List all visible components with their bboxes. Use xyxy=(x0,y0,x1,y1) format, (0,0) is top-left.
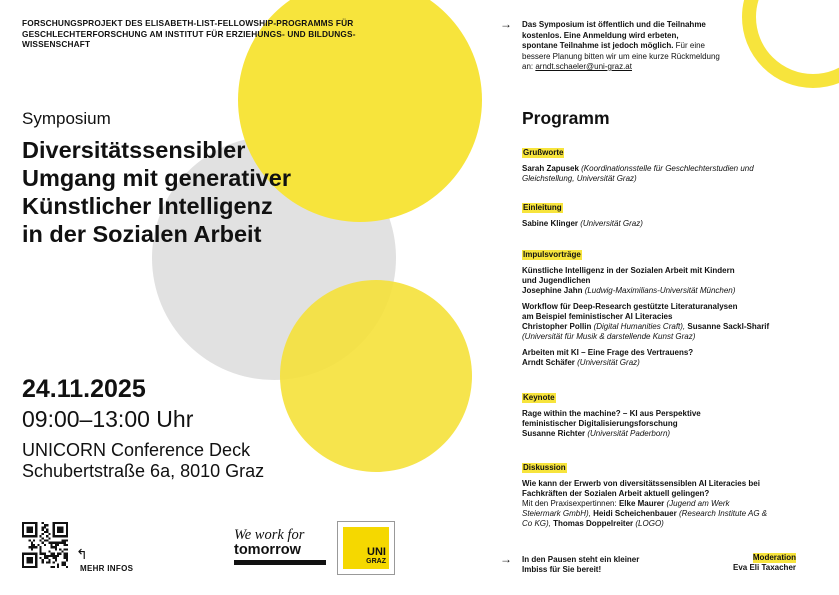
slogan-line: tomorrow xyxy=(234,542,301,558)
program-text: feministischer Digitalisierungsforschung xyxy=(522,419,678,428)
program-text: am Beispiel feministischer AI Literacies xyxy=(522,312,673,321)
program-text: Heidi Scheichenbauer xyxy=(590,509,677,518)
info-text: Für eine xyxy=(673,41,706,50)
note-line: Imbiss für Sie bereit! xyxy=(522,565,602,574)
program-text: Künstliche Intelligenz in der Sozialen Arbeit mit Kindern xyxy=(522,266,735,275)
program-line xyxy=(522,332,790,342)
program-line xyxy=(522,499,790,509)
event-date: 24.11.2025 xyxy=(22,375,146,403)
note-line: In den Pausen steht ein kleiner xyxy=(522,555,640,564)
program-line xyxy=(522,302,790,312)
more-info-label[interactable]: MEHR INFOS xyxy=(80,564,134,573)
yellow-circle-decoration-small xyxy=(280,280,472,472)
program-line xyxy=(522,219,790,229)
info-text: spontane Teilnahme ist jedoch möglich. xyxy=(522,41,674,50)
arrow-right-icon: → xyxy=(500,17,512,31)
project-line: GESCHLECHTERFORSCHUNG AM INSTITUT FÜR ERZIEHUNGS- UND BILDUNGS- xyxy=(22,28,356,39)
slogan-logo xyxy=(234,528,328,565)
program-line xyxy=(522,276,790,286)
program-line xyxy=(522,479,790,489)
info-line: kostenlos. Eine Anmeldung wird erbeten, xyxy=(522,30,679,40)
title-line: in der Sozialen Arbeit xyxy=(22,221,262,247)
info-line xyxy=(522,41,777,52)
program-text: Thomas Doppelreiter xyxy=(550,519,634,528)
program-text: Susanne Sackl-Sharif xyxy=(685,322,770,331)
program-item xyxy=(522,348,790,368)
program-text: (Universität Graz) xyxy=(574,358,640,367)
event-time: 09:00–13:00 Uhr xyxy=(22,406,194,432)
program-text: Christopher Pollin xyxy=(522,322,592,331)
title-line: Diversitätssensibler xyxy=(22,137,246,163)
section-label: Grußworte xyxy=(523,148,564,157)
attendance-info xyxy=(522,20,777,73)
program-text: (Universität Graz) xyxy=(578,219,643,228)
qr-code-icon[interactable] xyxy=(22,522,68,568)
section-label: Keynote xyxy=(523,393,555,402)
slogan-line: We work for xyxy=(234,527,305,543)
program-line xyxy=(522,266,790,276)
program-line xyxy=(522,348,790,358)
program-text: Elke Maurer xyxy=(618,499,665,508)
program-text: Arbeiten mit KI – Eine Frage des Vertrauens? xyxy=(522,348,694,357)
moderator-name: Eva Eli Taxacher xyxy=(733,563,796,572)
logo-text: GRAZ xyxy=(366,558,386,565)
program-section xyxy=(522,250,790,374)
title-line: Künstlicher Intelligenz xyxy=(22,193,273,219)
venue-address: Schubertstraße 6a, 8010 Graz xyxy=(22,461,265,481)
title-line: Umgang mit generativer xyxy=(22,165,292,191)
program-item xyxy=(522,266,790,296)
program-text: Sabine Klinger xyxy=(522,219,579,228)
program-text: (Universität für Musik & darstellende Kunst Graz) xyxy=(522,332,696,341)
program-text: Rage within the machine? – KI aus Perspektive xyxy=(522,409,701,418)
program-text: (Ludwig-Maximilians-Universität München) xyxy=(582,286,736,295)
program-text: (Research Institute AG & xyxy=(676,509,768,518)
program-item xyxy=(522,302,790,342)
program-text: Fachkräften der Sozialen Arbeit aktuell gelingen? xyxy=(522,489,710,498)
catering-note xyxy=(522,555,682,575)
program-text: Gleichstellung, Universität Graz) xyxy=(522,174,637,183)
info-line xyxy=(522,62,777,73)
program-text: Sarah Zapusek xyxy=(522,164,579,173)
moderation-label: Moderation xyxy=(752,553,796,562)
program-text: (Universität Paderborn) xyxy=(585,429,671,438)
program-text: (Digital Humanities Craft), xyxy=(591,322,686,331)
section-label: Impulsvorträge xyxy=(523,250,581,259)
info-text: an: xyxy=(522,62,536,71)
project-line: FORSCHUNGSPROJEKT DES ELISABETH-LIST-FELLOWSHIP-PROGRAMMS FÜR xyxy=(22,18,354,28)
info-line: bessere Planung bitten wir um eine kurze Rückmeldung xyxy=(522,51,720,61)
program-line xyxy=(522,358,790,368)
uni-graz-logo xyxy=(337,521,395,575)
email-link[interactable]: arndt.schaeler@uni-graz.at xyxy=(535,62,632,71)
program-line xyxy=(522,174,790,184)
program-item xyxy=(522,164,790,184)
section-label: Diskussion xyxy=(523,463,566,472)
arrow-right-icon: → xyxy=(500,552,512,566)
program-item xyxy=(522,219,790,229)
moderation-block xyxy=(710,553,796,573)
venue-name: UNICORN Conference Deck xyxy=(22,440,251,460)
logo-text: UNI xyxy=(367,546,386,558)
project-description xyxy=(22,18,402,50)
info-line: Das Symposium ist öffentlich und die Teilnahme xyxy=(522,20,706,29)
program-section xyxy=(522,148,790,190)
event-type-label: Symposium xyxy=(22,109,111,128)
program-text: Mit den Praxisexpertinnen: xyxy=(522,499,619,508)
program-text: Josephine Jahn xyxy=(522,286,583,295)
program-line xyxy=(522,312,790,322)
event-venue xyxy=(22,440,264,482)
program-line xyxy=(522,509,790,519)
section-label: Einleitung xyxy=(523,203,562,212)
program-text: Workflow für Deep-Research gestützte Literaturanalysen xyxy=(522,302,738,311)
program-line xyxy=(522,322,790,332)
program-section xyxy=(522,463,790,535)
program-text: (Jugend am Werk xyxy=(664,499,730,508)
program-text: Arndt Schäfer xyxy=(522,358,575,367)
program-line xyxy=(522,489,790,499)
program-line xyxy=(522,519,790,529)
program-text: Wie kann der Erwerb von diversitätssensiblen AI Literacies bei xyxy=(522,479,760,488)
program-text: Steiermark GmbH), xyxy=(522,509,591,518)
event-title xyxy=(22,136,291,248)
program-line xyxy=(522,409,790,419)
program-text: (Koordinationsstelle für Geschlechterstudien und xyxy=(578,164,754,173)
program-line xyxy=(522,429,790,439)
program-text: Co KG), xyxy=(522,519,551,528)
program-text: (LOGO) xyxy=(633,519,664,528)
program-line xyxy=(522,286,790,296)
program-line xyxy=(522,164,790,174)
programm-heading: Programm xyxy=(522,108,610,128)
program-section xyxy=(522,203,790,235)
slogan-underline xyxy=(234,560,326,565)
program-section xyxy=(522,393,790,445)
program-text: und Jugendlichen xyxy=(522,276,591,285)
program-line xyxy=(522,419,790,429)
program-text: Susanne Richter xyxy=(522,429,586,438)
curved-arrow-icon: ↰ xyxy=(76,546,88,562)
project-line: WISSENSCHAFT xyxy=(22,39,91,49)
program-item xyxy=(522,409,790,439)
program-item xyxy=(522,479,790,529)
